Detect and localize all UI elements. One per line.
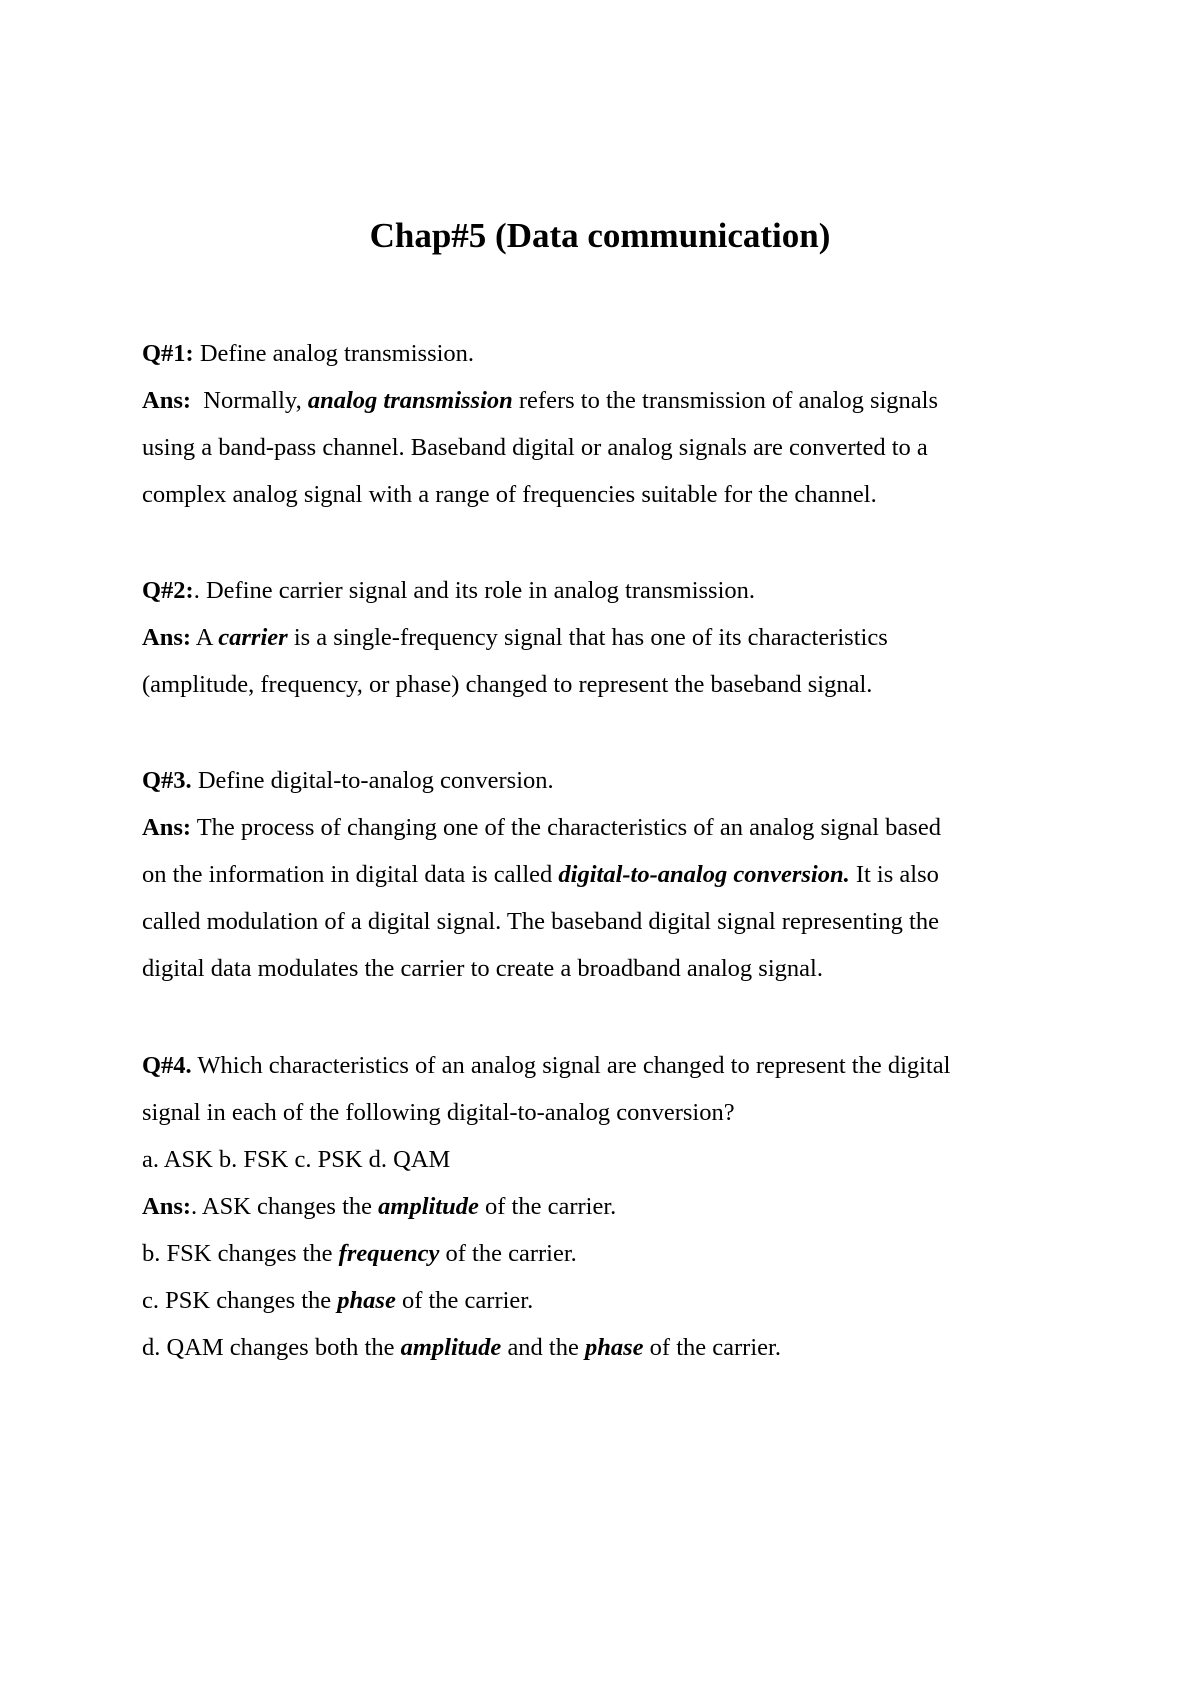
q3-answer-line-1 [142, 811, 941, 845]
q1-answer-line-1 [142, 384, 938, 418]
q2-answer-emphasis: carrier [218, 624, 288, 651]
q1-answer-text: refers to the transmission of analog signals [512, 387, 939, 414]
q1-answer-text: Normally, [191, 387, 308, 414]
q3-question-line [142, 764, 554, 798]
q2-label: Q#2: [142, 577, 194, 604]
q2-answer-line-2: (amplitude, frequency, or phase) changed to represent the baseband signal. [142, 671, 873, 698]
q4-answer-text: of the carrier. [395, 1287, 534, 1314]
q2-question-line [142, 574, 755, 608]
q4-answer-emphasis: phase [337, 1287, 396, 1314]
q3-label: Q#3. [142, 767, 192, 794]
q2-question: . Define carrier signal and its role in analog transmission. [193, 577, 756, 604]
q3-answer-text: The process of changing one of the characteristics of an analog signal based [191, 814, 941, 841]
q4-answer-d [142, 1331, 781, 1365]
q4-answer-text: . ASK changes the [191, 1193, 379, 1220]
q4-answer-c [142, 1284, 533, 1318]
q1-answer-emphasis: analog transmission [307, 387, 513, 414]
q3-answer-line-3: called modulation of a digital signal. The baseband digital signal representing the [142, 908, 939, 935]
q4-question: Which characteristics of an analog signal are changed to represent the digital [191, 1052, 951, 1079]
q4-answer-text: c. PSK changes the [142, 1287, 338, 1314]
q3-answer-emphasis: digital-to-analog conversion. [558, 861, 850, 888]
q4-options-line: a. ASK b. FSK c. PSK d. QAM [142, 1146, 451, 1173]
q4-answer-text: of the carrier. [643, 1334, 781, 1361]
q4-ans-label: Ans: [142, 1193, 192, 1220]
q4-answer-emphasis: amplitude [378, 1193, 479, 1220]
q2-answer-text: A [191, 624, 219, 651]
q3-answer-line-4: digital data modulates the carrier to create a broadband analog signal. [142, 955, 823, 982]
q4-label: Q#4. [142, 1052, 192, 1079]
q4-answer-text: d. QAM changes both the [142, 1334, 401, 1361]
q1-question: Define analog transmission. [193, 340, 475, 367]
q4-answer-text: b. FSK changes the [142, 1240, 339, 1267]
q2-ans-label: Ans: [142, 624, 192, 651]
q4-answer-text: and the [501, 1334, 585, 1361]
q1-ans-label: Ans: [142, 387, 192, 414]
q4-question-line-1 [142, 1049, 950, 1083]
q1-answer-line-3: complex analog signal with a range of frequencies suitable for the channel. [142, 481, 877, 508]
q1-answer-line-2: using a band-pass channel. Baseband digital or analog signals are converted to a [142, 434, 928, 461]
q4-answer-text: of the carrier. [439, 1240, 577, 1267]
q4-answer-b [142, 1237, 577, 1271]
q4-answer-emphasis: frequency [338, 1240, 440, 1267]
q1-question-line [142, 337, 474, 371]
q3-answer-line-2 [142, 858, 939, 892]
q4-answer-emphasis: phase [585, 1334, 644, 1361]
q4-answer-a [142, 1190, 616, 1224]
q3-question: Define digital-to-analog conversion. [191, 767, 554, 794]
q4-answer-emphasis: amplitude [400, 1334, 502, 1361]
page-title: Chap#5 (Data communication) [369, 216, 831, 255]
q4-answer-text: of the carrier. [478, 1193, 617, 1220]
q2-answer-text: is a single-frequency signal that has one of its characteristics [287, 624, 888, 651]
q3-ans-label: Ans: [142, 814, 192, 841]
q3-answer-text: on the information in digital data is called [142, 861, 559, 888]
q4-question-line-2: signal in each of the following digital-to-analog conversion? [142, 1099, 735, 1126]
q3-answer-text: It is also [849, 861, 939, 888]
q2-answer-line-1 [142, 621, 888, 655]
q1-label: Q#1: [142, 340, 194, 367]
